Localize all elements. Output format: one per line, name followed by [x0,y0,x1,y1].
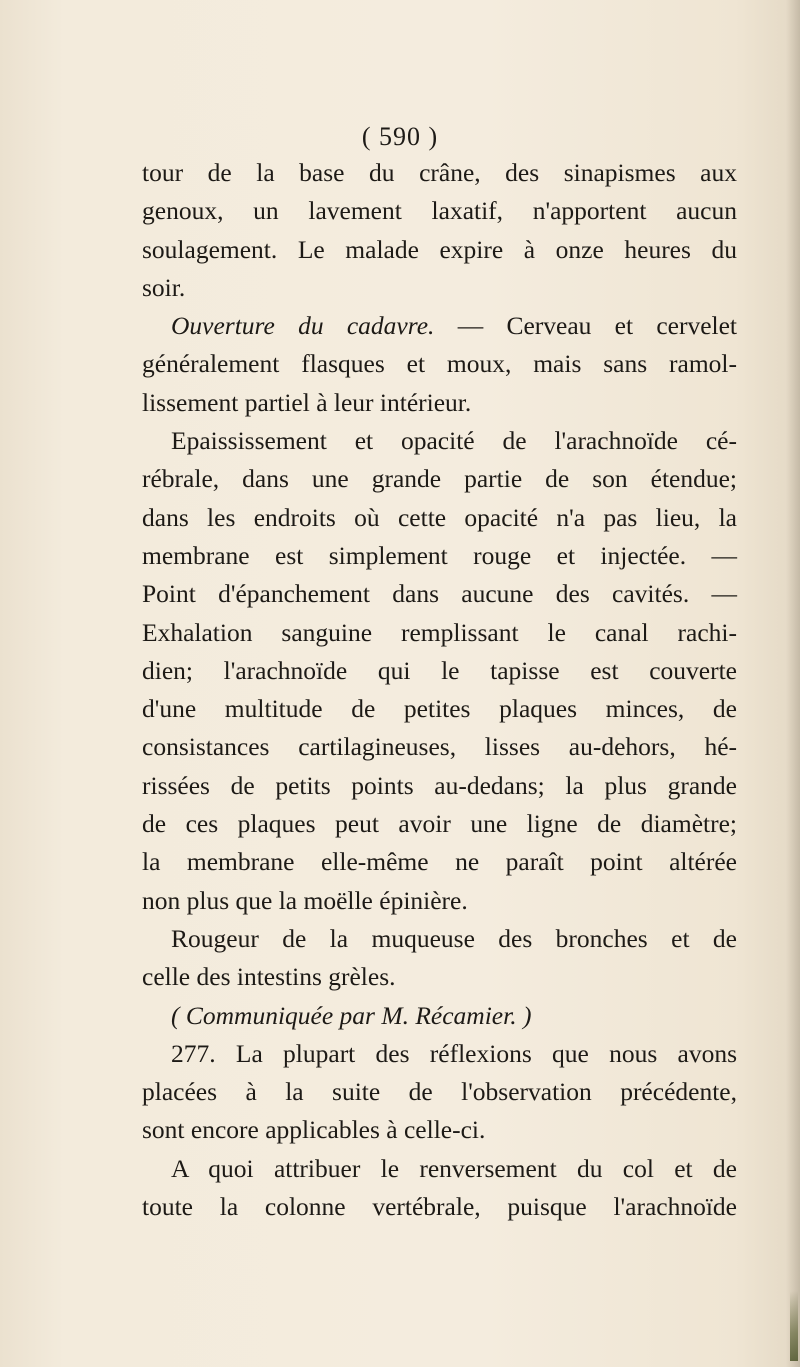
text-line: Epaississement et opacité de l'arachnoïde cé- [171,426,737,456]
text-line: rissées de petits points au-dedans; la plus grande [142,770,737,800]
text-line: soulagement. Le malade expire à onze heures du [142,234,737,264]
text-line: soir. [142,272,186,302]
text-line: A quoi attribuer le renversement du col et de [171,1153,737,1183]
text-line: rébrale, dans une grande partie de son étendue; [142,464,737,494]
attribution-line: ( Communiquée par M. Récamier. ) [171,1000,532,1030]
text-line: lissement partiel à leur intérieur. [142,387,472,417]
text-line-continuation: — Cerveau et cervelet [457,311,738,341]
text-line: d'une multitude de petites plaques minces, de [142,694,737,724]
body-text [142,154,737,1226]
page-number: ( 590 ) [361,122,439,151]
text-line: celle des intestins grèles. [142,962,396,992]
text-line: membrane est simplement rouge et injectée. — [142,540,737,570]
text-line: consistances cartilagineuses, lisses au-dehors, hé- [142,732,737,762]
text-line: tour de la base du crâne, des sinapismes aux [142,158,737,187]
autopsy-heading-line [142,307,737,345]
text-line: sont encore applicables à celle-ci. [142,1115,486,1145]
text-line: non plus que la moëlle épinière. [142,885,468,915]
text-line: la membrane elle-même ne paraît point altérée [142,847,737,877]
text-line: dans les endroits où cette opacité n'a pas lieu, la [142,502,737,532]
text-line: Point d'épanchement dans aucune des cavités. — [142,579,737,609]
text-line: genoux, un lavement laxatif, n'apportent aucun [142,196,737,226]
page-edge-shadow [786,0,800,1367]
text-line: dien; l'arachnoïde qui le tapisse est couverte [142,655,737,685]
page-corner-stain [790,1291,798,1361]
text-line: Rougeur de la muqueuse des bronches et de [171,923,737,953]
text-line: placées à la suite de l'observation précédente, [142,1077,737,1107]
italic-heading: Ouverture du cadavre. [171,311,435,341]
text-line: toute la colonne vertébrale, puisque l'arachnoïde [142,1192,737,1222]
text-line: de ces plaques peut avoir une ligne de diamètre; [142,809,737,839]
text-line: Exhalation sanguine remplissant le canal rachi- [142,617,737,647]
text-line: 277. La plupart des réflexions que nous avons [171,1038,737,1068]
text-line: généralement flasques et moux, mais sans ramol- [142,349,737,379]
